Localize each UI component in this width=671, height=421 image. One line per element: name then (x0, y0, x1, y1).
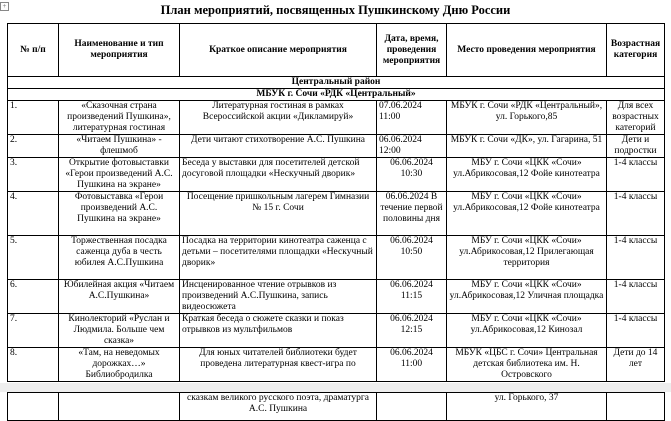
row-name: Открытие фотовыставки «Герои произведений А.С. Пушкина на экране» (59, 158, 180, 192)
row-desc: Краткая беседа о сюжете сказки и показ отрывков из мультфильмов (180, 314, 377, 348)
events-table (7, 23, 665, 382)
row-desc: Литературная гостиная в рамках Всероссийской акции «Дикламируй» (180, 101, 377, 135)
district-title: Центральный район (8, 77, 665, 89)
row-age: 1-4 классы (607, 236, 665, 280)
row-num: 1. (8, 101, 59, 135)
row-desc: Для юных читателей библиотеки будет проведена литературная квест-игра по (180, 348, 377, 382)
events-table-continuation (7, 392, 665, 421)
header-row (8, 24, 665, 77)
row-age: 1-4 классы (607, 314, 665, 348)
row-name (59, 393, 180, 421)
row-place: МБУ г. Сочи «ЦКК «Сочи» ул.Абрикосовая,12 Фойе кинотеатра (447, 158, 607, 192)
row-name: «Сказочная страна произведений Пушкина», литературная гостиная (59, 101, 180, 135)
row-place: МБУК «ЦБС г. Сочи» Центральная детская библиотека им. Н. Островского (447, 348, 607, 382)
row-date: 06.06.2024 10:30 (377, 158, 447, 192)
header-date: Дата, время, проведения мероприятия (377, 24, 447, 77)
row-name: Торжественная посадка саженца дуба в честь юбилея А.С.Пушкина (59, 236, 180, 280)
table-row (8, 280, 665, 314)
row-date (377, 393, 447, 421)
table-row (8, 158, 665, 192)
header-num: № п/п (8, 24, 59, 77)
row-date: 06.06.2024 В течение первой половины дня (377, 192, 447, 236)
row-age (607, 393, 665, 421)
table-row (8, 348, 665, 382)
row-date: 06.06.2024 10:50 (377, 236, 447, 280)
district-row (8, 77, 665, 89)
row-num: 6. (8, 280, 59, 314)
header-place: Место проведения мероприятия (447, 24, 607, 77)
row-desc: Посещение пришкольным лагерем Гимназии № 15 г. Сочи (180, 192, 377, 236)
row-date: 06.06.2024 11:00 (377, 348, 447, 382)
table-row (8, 192, 665, 236)
row-name: «Там, на неведомых дорожках…» Библиобродилка (59, 348, 180, 382)
row-num: 2. (8, 135, 59, 158)
row-name: Кинолекторий «Руслан и Людмила. Больше чем сказка» (59, 314, 180, 348)
row-desc: Инсценированное чтение отрывков из произведений А.С.Пушкина, запись видеосюжета (180, 280, 377, 314)
header-name: Наименование и тип мероприятия (59, 24, 180, 77)
row-num: 4. (8, 192, 59, 236)
row-date: 06.06.2024 11:15 (377, 280, 447, 314)
row-num: 7. (8, 314, 59, 348)
table-row (8, 314, 665, 348)
row-date: 06.06.2024 12:00 (377, 135, 447, 158)
row-name: Фотовыставка «Герои произведений А.С. Пушкина на экране» (59, 192, 180, 236)
row-desc: Беседа у выставки для посетителей детской досуговой площадки «Нескучный дворик» (180, 158, 377, 192)
row-place: ул. Горького, 37 (447, 393, 607, 421)
row-desc: Дети читают стихотворение А.С. Пушкина (180, 135, 377, 158)
row-age: Дети и подростки (607, 135, 665, 158)
page-title: План мероприятий, посвященных Пушкинскому Дню России (160, 3, 511, 17)
row-place: МБУ г. Сочи «ЦКК «Сочи» ул.Абрикосовая,12 Кинозал (447, 314, 607, 348)
row-age: 1-4 классы (607, 192, 665, 236)
table-row (8, 135, 665, 158)
row-desc: Посадка на территории кинотеатра саженца с детьми – посетителями площадки «Нескучный дворик» (180, 236, 377, 280)
row-num: 3. (8, 158, 59, 192)
row-desc: сказкам великого русского поэта, драматурга А.С. Пушкина (180, 393, 377, 421)
row-age: 1-4 классы (607, 158, 665, 192)
row-age: Дети до 14 лет (607, 348, 665, 382)
row-name: «Читаем Пушкина» - флешмоб (59, 135, 180, 158)
row-age: 1-4 классы (607, 280, 665, 314)
row-place: МБУК г. Сочи «ДК», ул. Гагарина, 51 (447, 135, 607, 158)
row-date: 06.06.2024 12:15 (377, 314, 447, 348)
header-age: Возрастная категория (607, 24, 665, 77)
table-row (8, 101, 665, 135)
table-row (8, 236, 665, 280)
org-row (8, 89, 665, 101)
row-place: МБУК г. Сочи «РДК «Центральный», ул. Горького,85 (447, 101, 607, 135)
row-name: Юбилейная акция «Читаем А.С.Пушкина» (59, 280, 180, 314)
header-desc: Краткое описание мероприятия (180, 24, 377, 77)
row-num: 5. (8, 236, 59, 280)
table-anchor-icon[interactable]: + (0, 2, 9, 11)
page-break (0, 383, 671, 392)
org-title: МБУК г. Сочи «РДК «Центральный» (8, 89, 665, 101)
row-age: Для всех возрастных категорий (607, 101, 665, 135)
row-date: 07.06.2024 11:00 (377, 101, 447, 135)
row-num (8, 393, 59, 421)
row-place: МБУ г. Сочи «ЦКК «Сочи» ул.Абрикосовая,12 Фойе кинотеатра (447, 192, 607, 236)
row-place: МБУ г. Сочи «ЦКК «Сочи» ул.Абрикосовая,12 Прилегающая территория (447, 236, 607, 280)
table-row (8, 393, 665, 421)
row-place: МБУ г. Сочи «ЦКК «Сочи» ул.Абрикосовая,12 Уличная площадка (447, 280, 607, 314)
row-num: 8. (8, 348, 59, 382)
